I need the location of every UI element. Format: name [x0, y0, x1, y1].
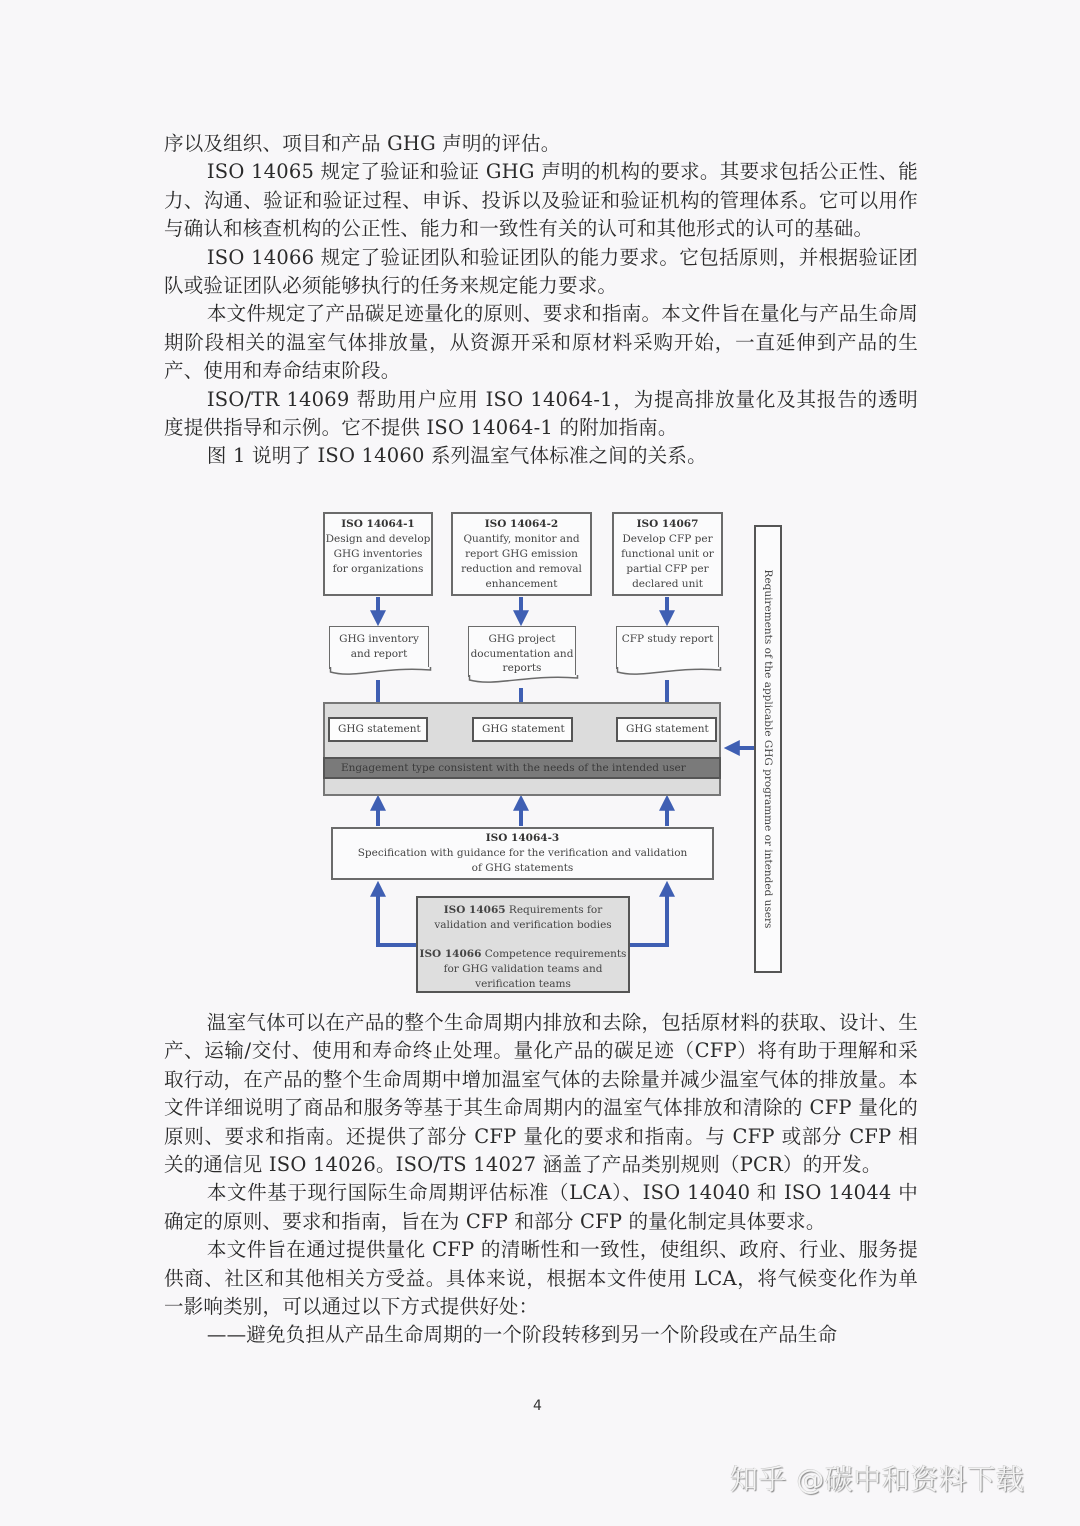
paragraph: 本文件规定了产品碳足迹量化的原则、要求和指南。本文件旨在量化与产品生命周期阶段相关的温室气体排放量，从资源开采和原材料采购开始，一直延伸到产品的生产、使用和寿命结束阶段。 [164, 302, 918, 383]
ghg-statement-box: GHG statement [328, 717, 428, 742]
document-wave-icon [468, 674, 579, 686]
body-text-bottom [164, 1009, 918, 1350]
document-label: GHG project documentation and reports [470, 633, 574, 674]
box-desc: Design and develop GHG inventories for organizations [325, 533, 431, 575]
document-wave-icon [329, 666, 432, 678]
paragraph: 序以及组织、项目和产品 GHG 声明的评估。 [164, 132, 561, 155]
document-wave-icon [616, 666, 722, 678]
iso-14065-14066-box [416, 896, 630, 993]
paragraph: ISO 14066 规定了验证团队和验证团队的能力要求。它包括原则，并根据验证团队或验证团队必须能够执行的任务来规定能力要求。 [164, 245, 918, 298]
iso-14064-2-box [451, 512, 592, 596]
iso-14064-1-box [323, 512, 433, 596]
paragraph: ISO 14065 规定了验证和验证 GHG 声明的机构的要求。其要求包括公正性、能力、沟通、验证和验证过程、申诉、投诉以及验证和验证机构的管理体系。它可以用作与确认和核查机构的公正性、能力和一致性有关的认可和其他形式的认可的基础。 [164, 160, 918, 241]
document-label: GHG inventory and report [339, 633, 419, 660]
engagement-bar: Engagement type consistent with the needs of the intended user [323, 757, 721, 779]
paragraph: ISO/TR 14069 帮助用户应用 ISO 14064-1，为提高排放量化及其报告的透明度提供指导和示例。它不提供 ISO 14064-1 的附加指南。 [164, 387, 918, 440]
cfp-study-document [616, 626, 719, 669]
iso-14064-3-box [331, 827, 714, 880]
paragraph: ——避免负担从产品生命周期的一个阶段转移到另一个阶段或在产品生命 [206, 1323, 838, 1347]
box-desc: Specification with guidance for the verification and validation of GHG statements [357, 847, 688, 874]
requirements-side-label: Requirements of the applicable GHG programme or intended users [762, 569, 774, 929]
ghg-statement-box: GHG statement [616, 717, 717, 742]
box-code: ISO 14065 [443, 904, 506, 916]
box-code: ISO 14066 [419, 948, 482, 960]
watermark: 知乎 @碳中和资料下载 [730, 1463, 1025, 1496]
box-desc: Requirements for validation and verification bodies [434, 904, 612, 931]
document-label: CFP study report [621, 633, 714, 645]
box-desc: Competence requirements for GHG validation teams and verification teams [443, 948, 627, 990]
ghg-project-document [468, 626, 576, 677]
paragraph: 温室气体可以在产品的整个生命周期内排放和去除，包括原材料的获取、设计、生产、运输/交付、使用和寿命终止处理。量化产品的碳足迹（CFP）将有助于理解和采取行动，在产品的整个生命周期中增加温室气体的去除量并减少温室气体的排放量。本文件详细说明了商品和服务等基于其生命周期内的温室气体排放和清除的 CFP 量化的原则、要求和指南。还提供了部分 CFP 量化的要求和指南。与 CFP 或部分 CFP 相关的通信见 ISO 14026。ISO/TS 14027 涵盖了产品类别规则（PCR）的开发。 [164, 1011, 918, 1177]
ghg-statement-box: GHG statement [472, 717, 573, 742]
box-code: ISO 14064-1 [341, 518, 415, 530]
paragraph: 本文件基于现行国际生命周期评估标准（LCA）、ISO 14040 和 ISO 14044 中确定的原则、要求和指南，旨在为 CFP 和部分 CFP 的量化制定具体要求。 [164, 1181, 918, 1233]
iso-14067-box [612, 512, 723, 596]
box-desc: Quantify, monitor and report GHG emission reduction and removal enhancement [461, 533, 582, 590]
box-code: ISO 14064-2 [484, 518, 559, 530]
page-number: 4 [533, 1398, 542, 1414]
paragraph: 本文件旨在通过提供量化 CFP 的清晰性和一致性，使组织、政府、行业、服务提供商、社区和其他相关方受益。具体来说，根据本文件使用 LCA，将气候变化作为单一影响类别，可以通过以下方式提供好处： [164, 1238, 918, 1319]
box-desc: Develop CFP per functional unit or partial CFP per declared unit [621, 533, 714, 590]
paragraph: 图 1 说明了 ISO 14060 系列温室气体标准之间的关系。 [206, 444, 707, 468]
box-code: ISO 14064-3 [485, 832, 560, 844]
box-code: ISO 14067 [636, 518, 699, 530]
ghg-inventory-document [329, 626, 429, 669]
